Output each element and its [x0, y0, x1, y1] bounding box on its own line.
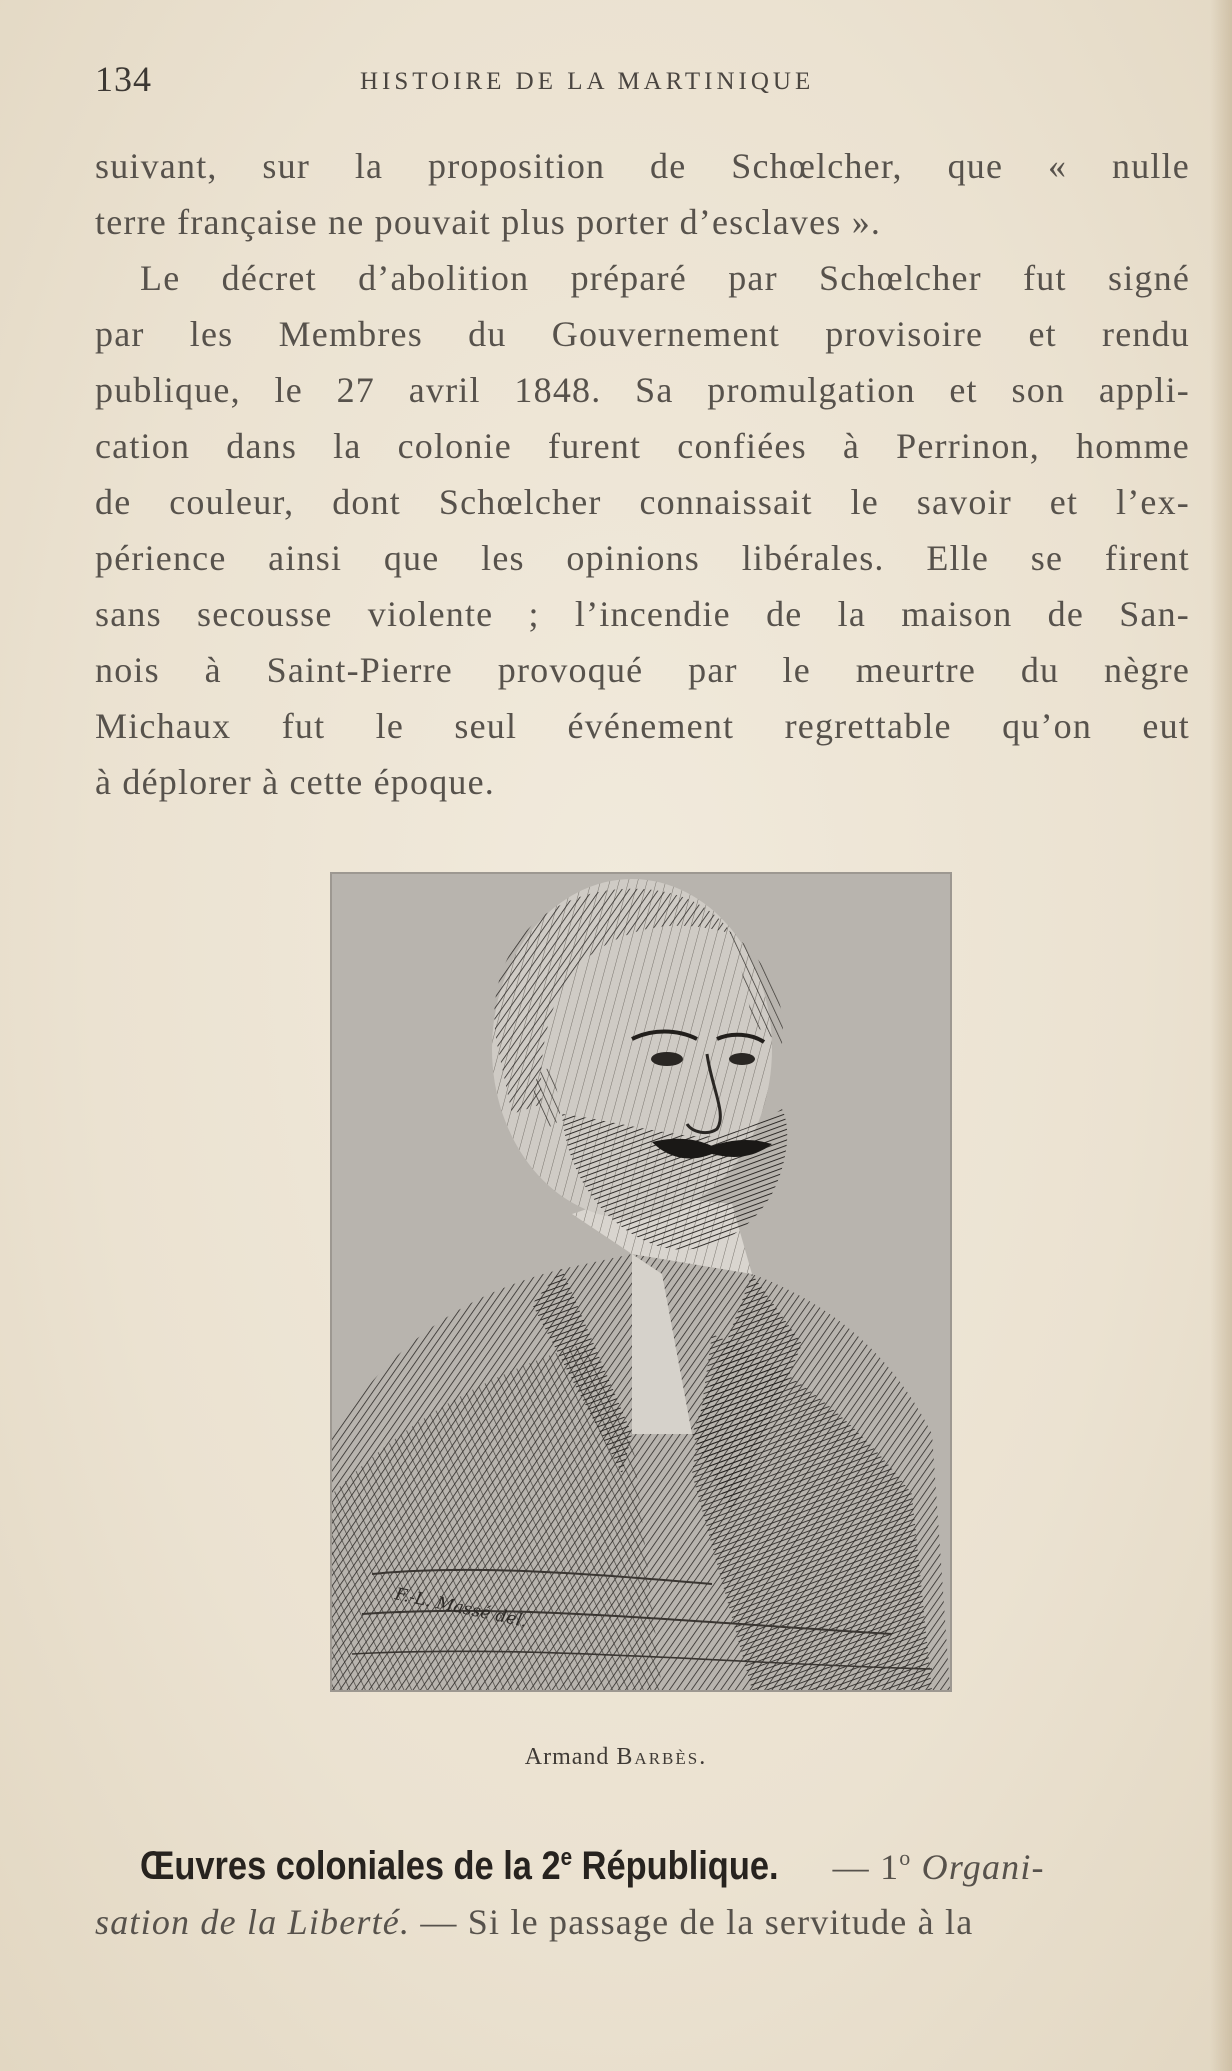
text-line: par les Membres du Gouvernement provisoire et rendu: [95, 314, 1190, 354]
dash: — 1: [822, 1847, 900, 1887]
body-text: [95, 138, 1190, 810]
text-line: de couleur, dont Schœlcher connaissait le savoir et l’ex-: [95, 482, 1190, 522]
text-line: Le décret d’abolition préparé par Schœlcher fut signé: [140, 258, 1190, 298]
text-line: périence ainsi que les opinions libérales. Elle se firent: [95, 538, 1190, 578]
running-head: [95, 58, 1190, 108]
text-line: suivant, sur la proposition de Schœlcher, que « nulle: [95, 146, 1190, 186]
subtitle-cont: sation de la Liberté.: [95, 1902, 411, 1942]
text-line: [95, 1890, 1190, 1954]
section-heading: Œuvres coloniales de la 2e République.: [140, 1844, 779, 1888]
text-line: cation dans la colonie furent confiées à Perrinon, homme: [95, 426, 1190, 466]
page-number: 134: [95, 59, 152, 99]
text-line: sans secousse violente ; l’incendie de la maison de San-: [95, 594, 1190, 634]
artist-signature: F.-L. Massé del.: [392, 1584, 529, 1632]
caption-last-name: Barbès.: [616, 1744, 708, 1770]
section: [95, 1826, 1190, 1954]
figure-caption: [0, 1744, 1232, 1771]
text-line: Michaux fut le seul événement regrettable qu’on eut: [95, 706, 1190, 746]
text-line: à déplorer à cette époque.: [95, 762, 495, 802]
ordinal-sup: o: [899, 1845, 912, 1870]
portrait-drawing: [332, 874, 950, 1690]
section-heading-line: [95, 1826, 1190, 1890]
text-line: terre française ne pouvait plus porter d’esclaves ».: [95, 202, 882, 242]
book-title: HISTOIRE DE LA MARTINIQUE: [360, 68, 815, 95]
caption-first-name: Armand: [524, 1744, 610, 1770]
portrait-engraving: [330, 872, 952, 1692]
text-continuation: — Si le passage de la servitude à la: [410, 1902, 974, 1942]
subtitle: Organi-: [911, 1847, 1045, 1887]
text-line: publique, le 27 avril 1848. Sa promulgation et son appli-: [95, 370, 1190, 410]
text-line: nois à Saint-Pierre provoqué par le meurtre du nègre: [95, 650, 1190, 690]
